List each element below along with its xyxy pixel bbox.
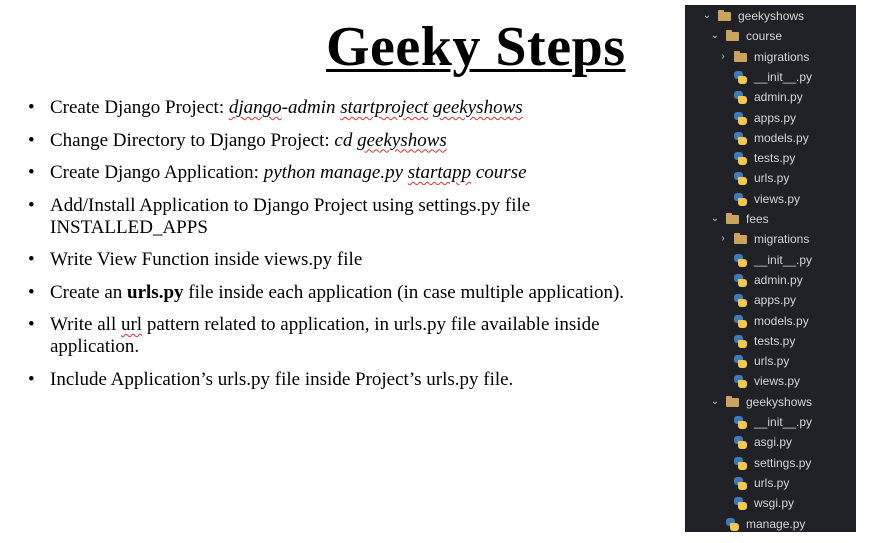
chevron-down-icon[interactable]: ⌄ — [710, 395, 720, 407]
explorer-item-label: models.py — [754, 130, 809, 145]
python-file-icon — [734, 355, 747, 368]
steps-list — [28, 97, 678, 401]
folder-icon — [726, 32, 739, 41]
python-file-icon — [734, 254, 747, 267]
step-text-line: application. — [50, 336, 140, 357]
explorer-item-label: geekyshows — [746, 394, 813, 409]
explorer-item-label: settings.py — [754, 455, 812, 470]
explorer-folder-migrations[interactable] — [685, 229, 856, 249]
explorer-file-models-py[interactable] — [685, 311, 856, 331]
python-file-icon — [734, 315, 747, 328]
python-file-icon — [734, 152, 747, 165]
folder-icon — [726, 215, 739, 224]
python-file-icon — [734, 375, 747, 388]
explorer-file-urls-py[interactable] — [685, 168, 856, 188]
step-command-part: course — [471, 162, 527, 183]
python-file-icon — [734, 132, 747, 145]
python-file-icon — [734, 335, 747, 348]
step-text: Create an — [50, 281, 128, 303]
explorer-file-apps-py[interactable] — [685, 108, 856, 128]
step-install-application — [28, 195, 678, 239]
step-create-urls — [28, 282, 678, 304]
explorer-file-init-py[interactable] — [685, 412, 856, 432]
step-change-directory — [28, 130, 678, 152]
folder-icon — [734, 235, 747, 244]
explorer-item-label: apps.py — [754, 293, 797, 308]
explorer-folder-geekyshows[interactable] — [685, 6, 856, 26]
python-file-icon — [734, 91, 747, 104]
explorer-item-label: models.py — [754, 313, 809, 328]
bullet-dot: • — [28, 194, 35, 216]
step-command-part: geekyshows — [432, 97, 523, 118]
explorer-file-models-py[interactable] — [685, 128, 856, 148]
bullet-dot: • — [28, 249, 35, 270]
step-command-part: startproject — [340, 97, 429, 118]
explorer-file-init-py[interactable] — [685, 67, 856, 87]
step-create-project — [28, 97, 678, 119]
chevron-down-icon[interactable]: ⌄ — [710, 30, 720, 42]
explorer-item-label: __init__.py — [754, 252, 813, 267]
python-file-icon — [734, 497, 747, 510]
explorer-item-label: wsgi.py — [754, 496, 795, 511]
step-text: Include Application’s urls.py file inside Project’s urls.py file. — [50, 368, 514, 390]
step-text: Write all — [50, 314, 121, 335]
python-file-icon — [734, 172, 747, 185]
step-command-part: django — [228, 97, 282, 118]
step-text-line: INSTALLED_APPS — [50, 216, 208, 238]
explorer-item-label: urls.py — [754, 475, 790, 490]
explorer-file-views-py[interactable] — [685, 189, 856, 209]
explorer-item-label: apps.py — [754, 110, 797, 125]
explorer-file-apps-py[interactable] — [685, 290, 856, 310]
explorer-file-tests-py[interactable] — [685, 148, 856, 168]
explorer-item-label: course — [746, 29, 783, 44]
step-text: Create Django Project: — [50, 97, 229, 118]
explorer-folder-course[interactable] — [685, 26, 856, 46]
explorer-item-label: geekyshows — [738, 9, 805, 23]
bullet-dot: • — [28, 162, 35, 183]
python-file-icon — [734, 294, 747, 307]
python-file-icon — [726, 518, 739, 531]
explorer-item-label: manage.py — [746, 516, 806, 531]
explorer-item-label: asgi.py — [754, 435, 793, 450]
python-file-icon — [734, 436, 747, 449]
explorer-item-label: __init__.py — [754, 415, 813, 429]
explorer-file-settings-py[interactable] — [685, 453, 856, 473]
step-text-line: Add/Install Application to Django Project using settings.py file — [50, 194, 531, 216]
step-text: file inside each application (in case multiple application). — [183, 281, 625, 303]
python-file-icon — [734, 477, 747, 490]
step-bold-text: urls.py — [127, 281, 184, 303]
python-file-icon — [734, 71, 747, 84]
explorer-file-admin-py[interactable] — [685, 87, 856, 107]
bullet-dot: • — [28, 97, 35, 118]
step-command-part: -admin — [281, 97, 341, 118]
bullet-dot: • — [28, 368, 35, 390]
step-text: Create Django Application: — [50, 162, 264, 183]
bullet-dot: • — [28, 314, 35, 335]
bullet-dot: • — [28, 281, 35, 303]
explorer-item-label: admin.py — [754, 272, 803, 287]
folder-icon — [734, 53, 747, 62]
explorer-file-admin-py[interactable] — [685, 270, 856, 290]
explorer-item-label: admin.py — [754, 90, 803, 105]
explorer-item-label: __init__.py — [754, 69, 813, 84]
explorer-item-label: views.py — [754, 374, 801, 389]
explorer-file-urls-py[interactable] — [685, 473, 856, 493]
explorer-file-views-py[interactable] — [685, 371, 856, 391]
explorer-item-label: migrations — [754, 232, 810, 247]
python-file-icon — [734, 416, 747, 429]
step-command-part: cd — [334, 129, 358, 151]
explorer-folder-migrations[interactable] — [685, 47, 856, 67]
file-explorer-panel — [685, 5, 856, 532]
step-write-view — [28, 249, 678, 271]
step-text: pattern related to application, in urls.py file available inside — [142, 314, 600, 335]
explorer-item-label: urls.py — [754, 354, 790, 369]
bullet-dot: • — [28, 129, 35, 151]
step-misspelled-word: url — [120, 314, 143, 335]
chevron-down-icon[interactable]: ⌄ — [710, 213, 720, 224]
explorer-folder-fees[interactable] — [685, 209, 856, 229]
explorer-file-wsgi-py[interactable] — [685, 493, 856, 513]
explorer-file-asgi-py[interactable] — [685, 432, 856, 452]
explorer-item-label: urls.py — [754, 171, 790, 186]
explorer-file-manage-py[interactable] — [685, 514, 856, 533]
explorer-file-init-py[interactable] — [685, 250, 856, 270]
explorer-folder-geekyshows[interactable] — [685, 392, 856, 412]
explorer-item-label: views.py — [754, 191, 801, 206]
step-create-application — [28, 162, 678, 184]
python-file-icon — [734, 193, 747, 206]
python-file-icon — [734, 112, 747, 125]
step-write-url-patterns — [28, 314, 678, 358]
folder-icon — [718, 12, 731, 21]
step-text: Change Directory to Django Project: — [50, 129, 335, 151]
explorer-item-label: tests.py — [754, 333, 796, 348]
step-include-urls — [28, 369, 678, 391]
folder-icon — [726, 398, 739, 407]
step-command-part: geekyshows — [357, 129, 447, 151]
explorer-item-label: fees — [746, 212, 769, 226]
step-command-part: startapp — [407, 162, 472, 183]
chevron-right-icon[interactable]: › — [721, 50, 725, 62]
step-text: Write View Function inside views.py file — [50, 249, 363, 270]
chevron-down-icon[interactable]: ⌄ — [702, 10, 712, 21]
explorer-item-label: tests.py — [754, 151, 796, 166]
step-command-part: python manage.py — [263, 162, 408, 183]
explorer-item-label: migrations — [754, 49, 810, 64]
chevron-right-icon[interactable]: › — [721, 233, 725, 245]
python-file-icon — [734, 457, 747, 470]
explorer-file-tests-py[interactable] — [685, 331, 856, 351]
explorer-file-urls-py[interactable] — [685, 351, 856, 371]
slide-title: Geeky Steps — [326, 16, 626, 78]
python-file-icon — [734, 274, 747, 287]
